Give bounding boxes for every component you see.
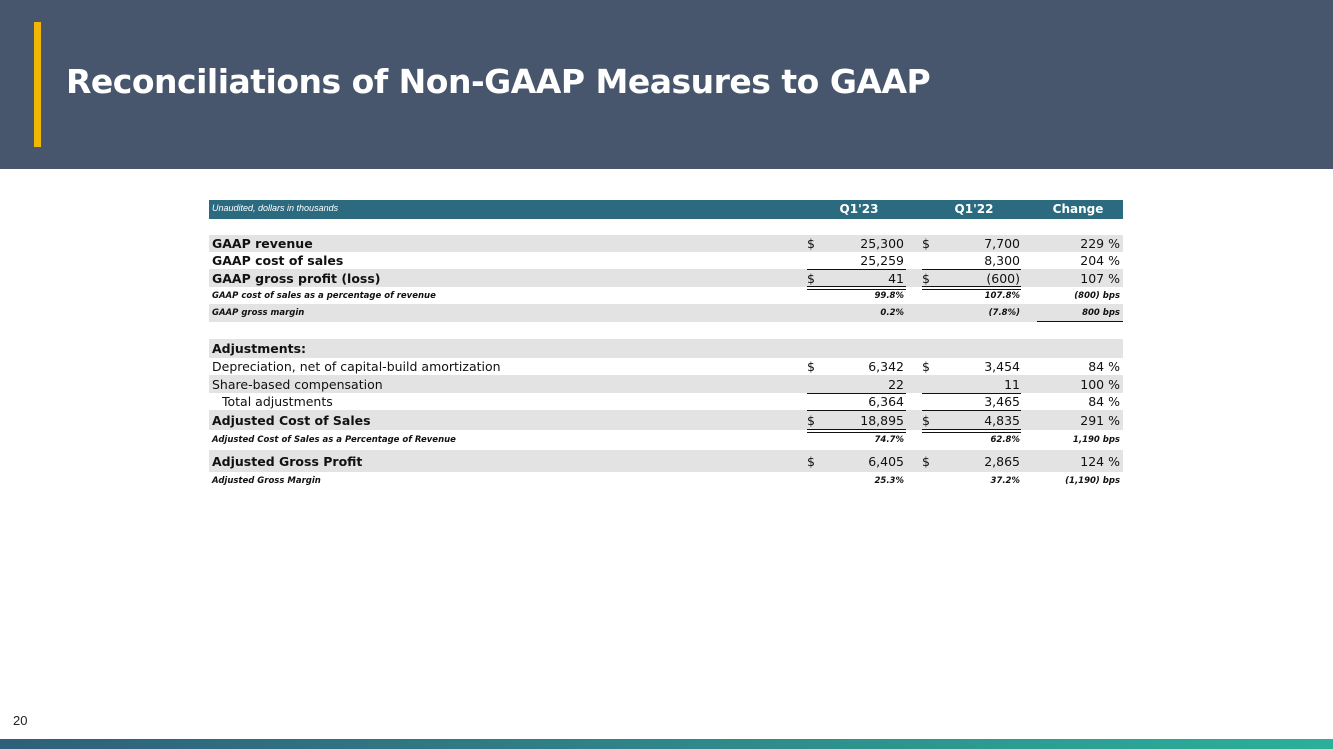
dollar-sign: $ <box>922 236 930 251</box>
value-change: 84 % <box>1088 394 1120 409</box>
value-change: (1,190) bps <box>1065 475 1120 486</box>
table-row-gaap-cos-percentage <box>209 287 1123 304</box>
dollar-sign: $ <box>922 270 930 286</box>
dollar-sign: $ <box>807 359 815 374</box>
spacer-row <box>209 219 1123 235</box>
value-q1-23: 6,364 <box>868 394 904 409</box>
table-row-adjusted-cos-percentage <box>209 430 1123 450</box>
dollar-sign: $ <box>807 236 815 251</box>
dollar-sign: $ <box>807 270 815 286</box>
table-row-adjusted-cost-of-sales <box>209 410 1123 430</box>
value-change: 100 % <box>1080 376 1120 392</box>
value-change: 1,190 bps <box>1072 435 1120 445</box>
value-q1-23: 99.8% <box>874 290 904 301</box>
table-note: Unaudited, dollars in thousands <box>212 203 339 213</box>
value-change: 84 % <box>1088 359 1120 374</box>
spacer-row <box>209 322 1123 339</box>
table-row-gaap-revenue <box>209 235 1123 252</box>
footer-bar <box>0 739 1333 749</box>
table-row-adjustments-heading <box>209 339 1123 358</box>
value-q1-23: 74.7% <box>874 435 904 445</box>
value-q1-23: 25.3% <box>874 475 904 486</box>
value-q1-23: 25,300 <box>860 236 904 251</box>
slide-header <box>0 0 1333 169</box>
table-row-adjusted-gross-profit <box>209 450 1123 472</box>
row-label: GAAP revenue <box>212 236 313 251</box>
row-label: Total adjustments <box>222 394 333 409</box>
table-header <box>209 200 1123 219</box>
value-q1-22: 62.8% <box>990 435 1020 445</box>
table-row-total-adjustments <box>209 393 1123 410</box>
table-row-share-based-compensation <box>209 375 1123 393</box>
value-q1-23: 22 <box>888 376 904 392</box>
dollar-sign: $ <box>922 453 930 469</box>
value-q1-22: 3,465 <box>984 394 1020 409</box>
dollar-sign: $ <box>807 453 815 469</box>
value-change: 204 % <box>1080 253 1120 268</box>
value-q1-23: 41 <box>888 270 904 286</box>
row-label: Adjusted Cost of Sales <box>212 412 371 428</box>
value-q1-22: 4,835 <box>984 412 1020 428</box>
page-title: Reconciliations of Non-GAAP Measures to GAAP <box>66 62 931 101</box>
table-row-gaap-gross-margin <box>209 304 1123 322</box>
column-header-change: Change <box>1052 202 1104 216</box>
value-q1-23: 25,259 <box>860 253 904 268</box>
row-label: Adjusted Gross Margin <box>212 475 321 486</box>
column-header-q1-22: Q1'22 <box>954 202 994 216</box>
value-q1-23: 0.2% <box>880 308 904 318</box>
row-label: Adjustments: <box>212 341 307 356</box>
value-change: 107 % <box>1080 270 1120 286</box>
value-change: (800) bps <box>1074 290 1120 301</box>
value-q1-22: 3,454 <box>984 359 1020 374</box>
column-header-q1-23: Q1'23 <box>839 202 879 216</box>
table-row-gaap-gross-profit <box>209 269 1123 287</box>
value-q1-22: 2,865 <box>984 453 1020 469</box>
value-q1-22: 107.8% <box>984 290 1020 301</box>
value-q1-22: (7.8%) <box>988 308 1020 318</box>
table-row-gaap-cost-of-sales <box>209 252 1123 269</box>
row-label: Adjusted Gross Profit <box>212 453 363 469</box>
value-q1-22: 7,700 <box>984 236 1020 251</box>
row-label: GAAP gross profit (loss) <box>212 270 381 286</box>
value-change: 291 % <box>1080 412 1120 428</box>
row-label: Depreciation, net of capital-build amortization <box>212 359 501 374</box>
value-q1-23: 6,342 <box>868 359 904 374</box>
value-change: 124 % <box>1080 453 1120 469</box>
value-q1-23: 6,405 <box>868 453 904 469</box>
value-q1-22: 11 <box>1004 376 1020 392</box>
value-change: 800 bps <box>1082 308 1120 318</box>
dollar-sign: $ <box>922 359 930 374</box>
dollar-sign: $ <box>922 412 930 428</box>
table-row-depreciation <box>209 358 1123 375</box>
row-label: Share-based compensation <box>212 376 383 392</box>
row-label: GAAP cost of sales <box>212 253 344 268</box>
value-change: 229 % <box>1080 236 1120 251</box>
value-q1-22: (600) <box>986 270 1020 286</box>
value-q1-23: 18,895 <box>860 412 904 428</box>
accent-bar <box>34 22 41 147</box>
row-label: Adjusted Cost of Sales as a Percentage of Revenue <box>212 435 456 445</box>
value-q1-22: 8,300 <box>984 253 1020 268</box>
value-q1-22: 37.2% <box>990 475 1020 486</box>
reconciliation-table <box>209 200 1123 489</box>
page-number: 20 <box>13 713 28 728</box>
row-label: GAAP cost of sales as a percentage of revenue <box>212 290 436 301</box>
table-row-adjusted-gross-margin <box>209 472 1123 489</box>
dollar-sign: $ <box>807 412 815 428</box>
row-label: GAAP gross margin <box>212 308 305 318</box>
